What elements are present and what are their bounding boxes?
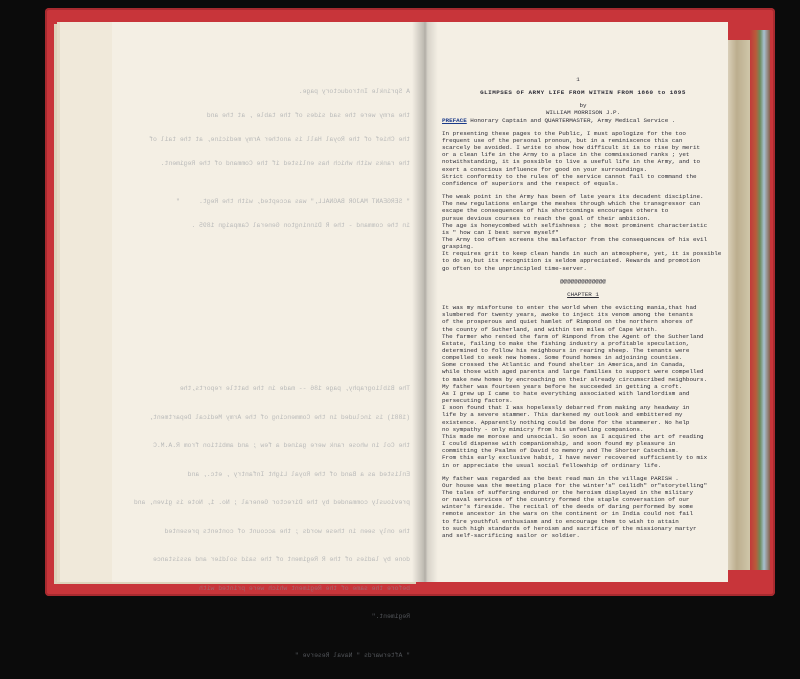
byline: by — [579, 102, 587, 110]
bleed-line: done by ladies of the R Regiment of the said soldier and assistance — [153, 556, 410, 563]
text-line: As I grew up I came to hate everything associated with landlordism and — [442, 389, 690, 397]
text-line: escape the consequences of his shortcomings encourages others to — [442, 207, 669, 215]
text-line: Our house was the meeting place for the winter's" ceilidh" or"storytelling" — [442, 481, 708, 489]
bleed-through-bottom — [130, 365, 410, 679]
paragraph — [442, 193, 724, 272]
bleed-line: before the same of the Regiment which were printed with — [199, 584, 410, 592]
page-number: 1 — [576, 76, 580, 83]
text-line: From this early exclusive habit, I have never recovered sufficiently to mix — [442, 454, 708, 462]
bleed-line: A Sprinkle Introductory page. — [298, 88, 410, 95]
section-separator: @@@@@@@@@@@@@ — [560, 277, 606, 285]
text-line: or a clean life in the Army to a place in the commissioned ranks ; yet — [442, 151, 690, 159]
text-line: The weak point in the Army has been of late years its decadent discipline. — [442, 193, 704, 201]
text-line: The Army too often screens the malefactor from the consequences of his evil — [442, 235, 708, 243]
text-line: slumbered for twenty years, awoke to inject its venom among the tenants — [442, 311, 693, 319]
text-line: scarcely be avoided. I write to show how difficult it is to rise by merit — [442, 144, 701, 152]
text-line: of the prosperous and quiet hamlet of Rimpond on the northern shores of — [442, 318, 693, 326]
inserted-papers — [728, 40, 750, 570]
text-line: exert a conscious influence for good on your surroundings. — [442, 165, 648, 173]
text-line: grasping. — [442, 243, 474, 251]
text-line: pursue devious courses to reach the goal of their ambition. — [442, 214, 651, 222]
bleed-line: in the command - the R Dinnington General Campaign 1895 . — [191, 222, 410, 229]
paragraph — [442, 404, 724, 468]
book-fore-edge — [750, 30, 770, 570]
text-line: It requires grit to keep clean hands in such an atmosphere, yet, it is possible — [442, 250, 722, 258]
paragraph — [442, 475, 724, 539]
text-line: determined to follow his neighbours in rearing sheep. The tenants were — [442, 347, 690, 354]
text-line: is " how can I best serve myself" — [442, 228, 559, 236]
bleed-line: previously commanded by the Director General ; No. 1, Note is given, and — [133, 499, 410, 506]
text-line: committing the Psalms of David to memory and The Shorter Catechism. — [442, 447, 679, 455]
bleed-line: the only seen in these words ; the account of contents presented — [164, 527, 410, 535]
text-line: In presenting these pages to the Public, I must apologize for the too — [442, 129, 686, 137]
text-line: My father was fourteen years before he succeeded in getting a croft. — [442, 382, 683, 390]
paragraph — [442, 304, 724, 404]
text-line: to fire youthful enthusiasm and to encourage them to wish to attain — [442, 517, 679, 525]
text-line: the county of Sutherland, and within ten miles of Cape Wrath. — [442, 325, 658, 333]
bleed-line: " Afterwards " Naval Reserve " — [294, 651, 410, 659]
text-line: Strict conformity to the rules of the service cannot fail to command the — [442, 172, 697, 180]
text-line: persecuting factors. — [442, 397, 513, 405]
page-gutter — [412, 22, 438, 582]
text-line: go often to the unprincipled time-server. — [442, 264, 587, 272]
bleed-line: The Bibliography, page 186 -- made in the battle reports,the — [179, 385, 410, 392]
text-line: The farmer who rented the farm of Rimpond from the Agent of the Sutherland — [442, 332, 704, 340]
preface-label: PREFACE — [442, 116, 467, 124]
preface-heading — [442, 117, 724, 124]
bleed-line: Enlisted as a Band of the Royal Light Infantry , etc., and — [187, 470, 410, 478]
text-line: I soon found that I was hopelessly debarred from making any headway in — [442, 404, 690, 412]
paragraph — [442, 130, 724, 187]
text-line: notwithstanding, it is possible to live a useful life in the Army, and to — [442, 158, 701, 166]
bleed-line: the Chief of the Royal Hall is another Army medicine, at the tail of — [149, 136, 410, 143]
text-line: confidence of superiors and the respect of equals. — [442, 179, 619, 187]
text-line: The new regulations enlarge the meshes through which the transgressor can — [442, 200, 701, 208]
typescript-page — [442, 34, 724, 539]
text-line: I could dispense with companionship, and soon found my pleasure in — [442, 440, 676, 448]
bleed-through-middle — [130, 182, 410, 246]
text-line: It was my misfortune to enter the world when the evicting mania,that had — [442, 304, 697, 312]
text-line: Some crossed the Atlantic and found shelter in America,and in Canada, — [442, 361, 686, 369]
bleed-line: " SERGEANT MAJOR BAGNALL," was accepted, with the Regt. " — [176, 198, 410, 205]
text-line: or naval services of the country formed the staple conversation of our — [442, 496, 690, 504]
author-rank: Honorary Captain and QUARTERMASTER, Army Medical Service . — [466, 116, 676, 124]
text-line: winter's fireside. The recital of the deeds of daring performed by some — [442, 503, 693, 511]
text-line: life by a severe stammer. This darkened my outlook and embittered my — [442, 411, 683, 419]
bleed-through-top — [130, 72, 410, 184]
chapter-heading: CHAPTER 1 — [567, 290, 599, 298]
bleed-line: Regiment." — [371, 613, 410, 620]
bleed-line: (1881) is included in the Commencing of the Army Medical Department, — [149, 413, 410, 421]
text-line: My father was regarded as the best read man in the village PARISH . — [442, 474, 679, 482]
text-line: existence. Apparently nothing could be done for the stammerer. No help — [442, 418, 690, 426]
text-line: to do so,but its recognition is seldom appreciated. Rewards and promotion — [442, 257, 701, 265]
text-line: to make new homes by encroaching on their already circumscribed neighbours. — [442, 375, 708, 383]
page-title: GLIMPSES OF ARMY LIFE FROM WITHIN FROM 1860 to 1895 — [480, 89, 686, 97]
bleed-line: the army were the sad sides of the table , at the and — [206, 112, 410, 119]
text-line: to such high standards of heroism and sacrifice of the missionary martyr — [442, 524, 697, 532]
text-line: The tales of suffering endured or the heroism displayed in the military — [442, 488, 693, 496]
bleed-line: the ranks with which has enlisted if the Command of the Regiment. — [160, 160, 410, 167]
text-line: and self-sacrificing sailor or soldier. — [442, 531, 580, 539]
text-line: Estate, failing to make the fishing industry a profitable speculation, — [442, 339, 690, 347]
text-line: in or appreciate the usual social fellowship of ordinary life. — [442, 461, 662, 469]
author-name: WILLIAM MORRISON J.P. — [545, 109, 621, 117]
text-line: The age is honeycombed with selfishness ; the most prominent characteristic — [442, 221, 708, 229]
text-line: frequent use of the personal pronoun, but in a reminiscence this can — [442, 136, 683, 144]
text-line: This made me morose and unsocial. So soon as I acquired the art of reading — [442, 432, 704, 440]
bleed-line: the Col in whose rank were gained a few ; and ambition from R.A.M.C — [153, 442, 410, 449]
text-line: no sympathy - only mimicry from his unfeeling companions. — [442, 425, 644, 433]
text-line: while those with aged parents and large families to support were compelled — [442, 368, 704, 376]
text-line: remote ancestor in the wars on the continent or in India could not fail — [442, 510, 693, 518]
text-line: compelled to seek new homes. Some found homes in adjoining counties. — [442, 354, 683, 362]
